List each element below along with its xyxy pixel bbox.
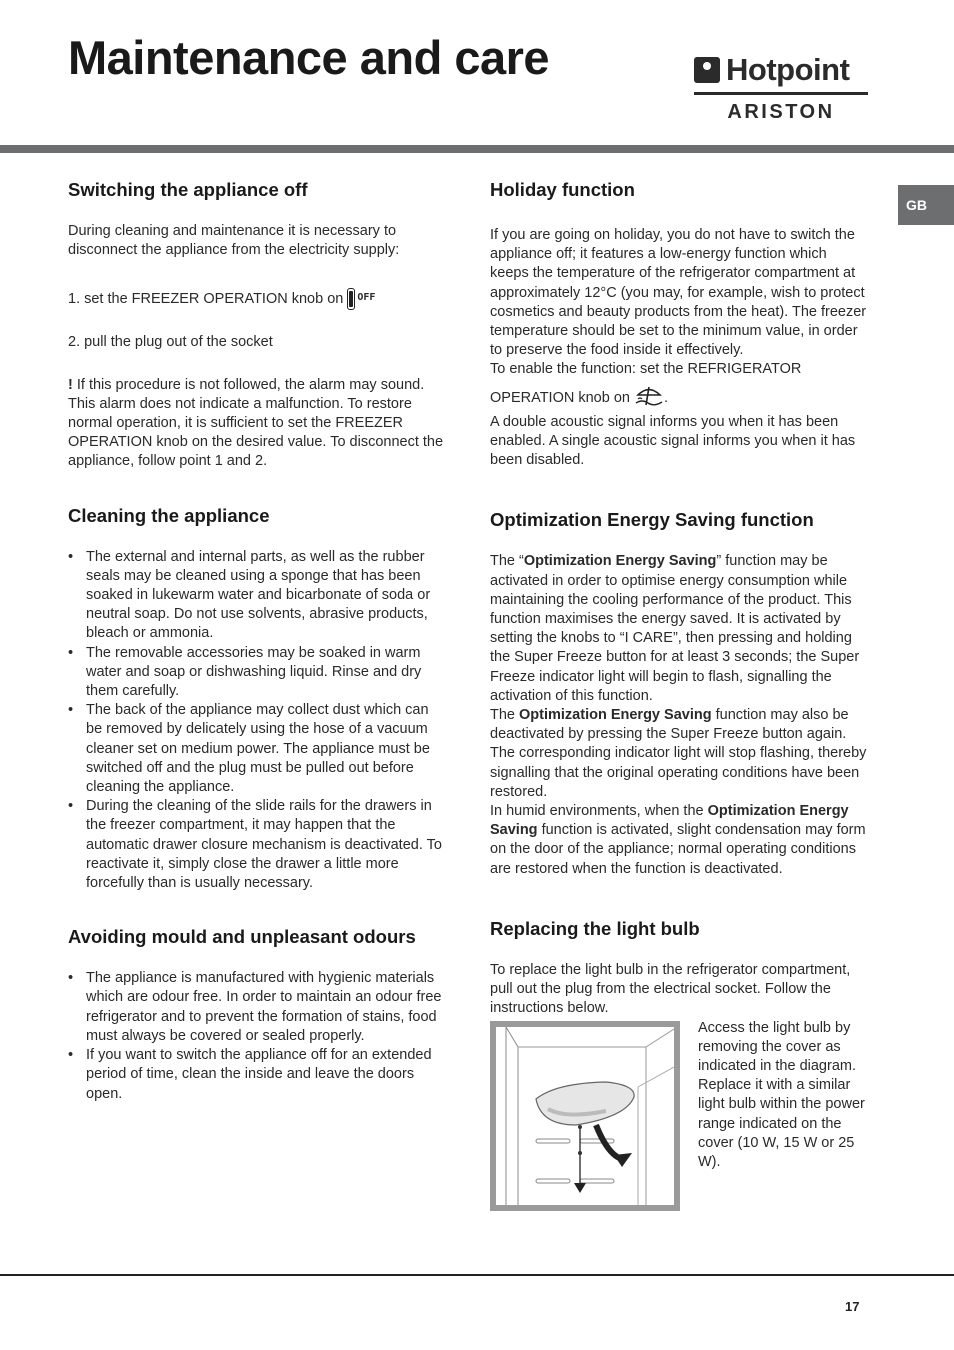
off-symbol: OFF [357, 292, 376, 304]
enable-line-2: OPERATION knob on . [490, 383, 868, 413]
logo-brand: Hotpoint [726, 52, 850, 87]
section-mould [68, 925, 446, 1103]
holiday-umbrella-icon [634, 383, 664, 413]
right-column [490, 178, 868, 1246]
section-switching-off [68, 178, 446, 472]
brand-logo [694, 52, 868, 124]
left-column [68, 178, 446, 1136]
list-item: • During the cleaning of the slide rails for the drawers in the freezer compartment, it may happen that the automatic drawer closure mechanism is deactivated. To reactivate it, simply close the drawer a little more forcefully than is usually necessary. [68, 797, 446, 893]
bullet-list [68, 969, 446, 1103]
logo-subbrand: ARISTON [727, 101, 835, 123]
list-item: • The external and internal parts, as well as the rubber seals may be cleaned using a sponge that has been soaked in lukewarm water and bicarbonate of soda or neutral soap. Do not use solvents, abrasive products, bleach or ammonia. [68, 548, 446, 644]
list-item: • The back of the appliance may collect dust which can be removed by delicately using the hose of a vacuum cleaner set on medium power. The appliance must be switched off and the plug must be pulled out before cleaning the appliance. [68, 701, 446, 797]
header-bar [0, 145, 954, 153]
warning-paragraph: ! If this procedure is not followed, the alarm may sound. This alarm does not indicate a malfunction. To restore normal operation, it is sufficient to set the FREEZER OPERATION knob on the desired value. To disconnect the appliance, follow point 1 and 2. [68, 376, 444, 470]
paragraph: The “Optimization Energy Saving” function may be activated in order to optimise energy consumption while maintaining the cooling performance of the product. This function maximises the energy saved. It is activated by setting the knobs to “I CARE”, then pressing and holding the Super Freeze button for at least 3 seconds; the Super Freeze indicator light will begin to flash, signalling the activation of this function. [490, 553, 860, 704]
warning-mark: ! [68, 376, 73, 393]
language-tab: GB [898, 185, 954, 225]
section-heading: Holiday function [490, 179, 635, 200]
step-1: 1. set the FREEZER OPERATION knob on $^{OFF}$ [68, 288, 446, 310]
section-cleaning [68, 504, 446, 894]
section-heading: Replacing the light bulb [490, 917, 700, 939]
paragraph: Replace it with a similar light bulb within the power range indicated on the cover (10 W, 15 W or 25 W). [698, 1077, 865, 1170]
section-heading: Cleaning the appliance [68, 504, 270, 526]
bullet-list [68, 548, 446, 894]
light-bulb-diagram [490, 1021, 680, 1211]
paragraph: In humid environments, when the Optimization Energy Saving function is activated, slight condensation may form on the door of the appliance; normal operating conditions are restored when the function is deactivated. [490, 803, 866, 877]
footer-rule [0, 1274, 954, 1276]
section-light-bulb [490, 917, 868, 1214]
section-heading: Optimization Energy Saving function [490, 509, 814, 531]
paragraph: During cleaning and maintenance it is necessary to disconnect the appliance from the electricity supply: [68, 223, 400, 259]
paragraph: Access the light bulb by removing the cover as indicated in the diagram. [698, 1019, 856, 1074]
section-holiday [490, 178, 868, 470]
list-item: • If you want to switch the appliance off for an extended period of time, clean the inside and leave the doors open. [68, 1046, 446, 1104]
page-title: Maintenance and care [68, 31, 550, 84]
logo-divider [694, 92, 868, 95]
enable-line-1: To enable the function: set the REFRIGERATOR [490, 361, 802, 378]
signal-paragraph: A double acoustic signal informs you when it has been enabled. A single acoustic signal informs you when it has been disabled. [490, 413, 856, 469]
paragraph: The Optimization Energy Saving function may also be deactivated by pressing the Super Freeze button again. The corresponding indicator light will stop flashing, thereby signalling that the original operating conditions have been restored. [490, 707, 867, 800]
logo-mark-icon [694, 57, 720, 83]
section-optimization [490, 508, 868, 878]
list-item: • The removable accessories may be soaked in warm water and soap or dishwashing liquid. Rinse and dry them carefully. [68, 644, 446, 702]
page-number: 17 [845, 1299, 860, 1314]
knob-off-icon [347, 288, 355, 310]
list-item: • The appliance is manufactured with hygienic materials which are odour free. In order to maintain an odour free refrigerator and to prevent the formation of stains, food must always be covered or sealed properly. [68, 969, 446, 1046]
section-heading: Avoiding mould and unpleasant odours [68, 926, 416, 948]
section-heading: Switching the appliance off [68, 179, 308, 200]
paragraph: To replace the light bulb in the refrigerator compartment, pull out the plug from the electrical socket. Follow the instructions below. [490, 961, 851, 1017]
paragraph: If you are going on holiday, you do not have to switch the appliance off; it features a low-energy function which keeps the temperature of the refrigerator compartment at approximately 12°C (you may, for example, wish to protect cosmetics and beauty products from the heat). The freezer temperature should be set to the minimum value, in order to preserve the food inside it effectively. [490, 227, 867, 359]
step-2: 2. pull the plug out of the socket [68, 334, 273, 351]
